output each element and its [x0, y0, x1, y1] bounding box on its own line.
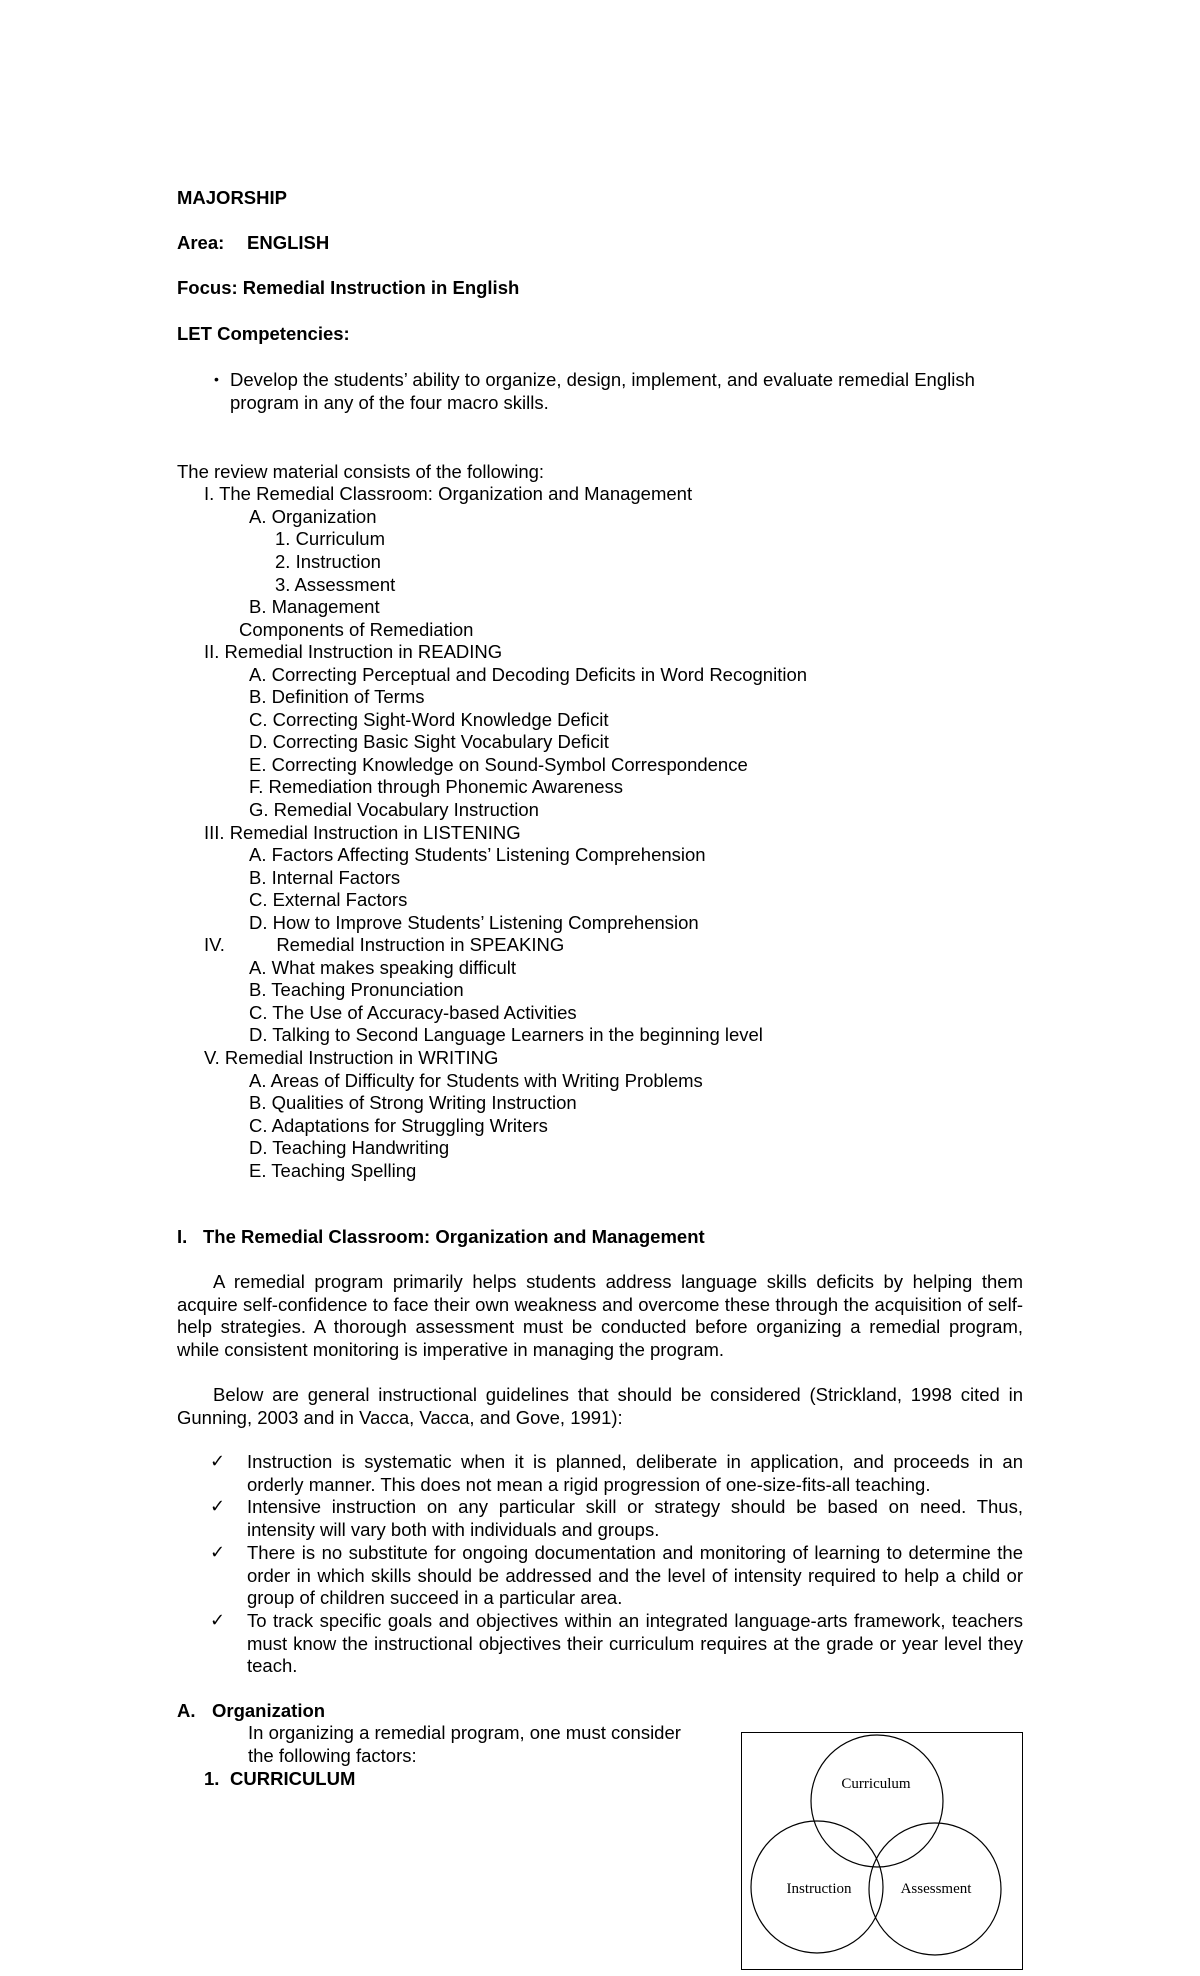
factor-heading: CURRICULUM [230, 1768, 356, 1789]
toc-item: Components of Remediation [239, 619, 474, 640]
section-paragraph-2: Below are general instructional guidelines that should be considered (Strickland, 1998 cited in Gunning, 2003 and in Vacca, Vacca, and Gove, 1991): [177, 1384, 1023, 1428]
guideline-text: Instruction is systematic when it is planned, deliberate in application, and proceeds in an orderly manner. This does not mean a rigid progression of one-size-fits-all teaching. [247, 1451, 1023, 1495]
venn-label-instruction: Instruction [786, 1881, 852, 1897]
toc-item: V. Remedial Instruction in WRITING [204, 1047, 499, 1068]
toc-item: IV. Remedial Instruction in SPEAKING [204, 934, 565, 955]
toc-item: 1. Curriculum [275, 528, 385, 549]
guideline-text: There is no substitute for ongoing documentation and monitoring of learning to determine the order in which skills should be addressed and the level of intensity required to help a child or group of children succeed in a particular area. [247, 1542, 1023, 1609]
toc-item: 3. Assessment [275, 574, 396, 595]
venn-diagram-svg [742, 1733, 1022, 1969]
toc-item: 2. Instruction [275, 551, 381, 572]
organization-intro-line-1: In organizing a remedial program, one must consider [248, 1722, 681, 1743]
toc-item: F. Remediation through Phonemic Awareness [249, 776, 623, 797]
toc-item: G. Remedial Vocabulary Instruction [249, 799, 539, 820]
section-number: I. [177, 1226, 188, 1247]
check-icon: ✓ [210, 1496, 226, 1517]
toc-item: D. Talking to Second Language Learners in the beginning level [249, 1024, 763, 1045]
area-value: ENGLISH [247, 232, 330, 253]
factor-number: 1. [204, 1768, 220, 1789]
area-label: Area: [177, 232, 225, 253]
bullet-icon: • [214, 371, 219, 387]
focus-line: Focus: Remedial Instruction in English [177, 277, 520, 298]
competencies-label: LET Competencies: [177, 323, 350, 344]
competency-line-1: Develop the students’ ability to organize, design, implement, and evaluate remedial English [230, 369, 975, 390]
toc-intro: The review material consists of the following: [177, 461, 545, 482]
toc-item: E. Correcting Knowledge on Sound-Symbol Correspondence [249, 754, 748, 775]
toc-item: II. Remedial Instruction in READING [204, 641, 503, 662]
toc-item: C. Correcting Sight-Word Knowledge Deficit [249, 709, 609, 730]
toc-item: D. Correcting Basic Sight Vocabulary Deficit [249, 731, 609, 752]
organization-intro-line-2: the following factors: [248, 1745, 417, 1766]
toc-item: B. Definition of Terms [249, 686, 425, 707]
toc-item: D. How to Improve Students’ Listening Comprehension [249, 912, 699, 933]
toc-item: A. Organization [249, 506, 377, 527]
toc-item: C. External Factors [249, 889, 408, 910]
check-icon: ✓ [210, 1542, 226, 1563]
venn-diagram [741, 1732, 1023, 1970]
toc-item: E. Teaching Spelling [249, 1160, 417, 1181]
toc-item: I. The Remedial Classroom: Organization and Management [204, 483, 693, 504]
check-icon: ✓ [210, 1610, 226, 1631]
guideline-text: To track specific goals and objectives within an integrated language-arts framework, teachers must know the instructional objectives their curriculum requires at the grade or year level they teach. [247, 1610, 1023, 1677]
section-heading: The Remedial Classroom: Organization and Management [203, 1226, 705, 1247]
toc-item: A. Factors Affecting Students’ Listening Comprehension [249, 844, 706, 865]
toc-item: B. Qualities of Strong Writing Instruction [249, 1092, 577, 1113]
toc-item: A. Correcting Perceptual and Decoding Deficits in Word Recognition [249, 664, 808, 685]
venn-label-curriculum: Curriculum [841, 1776, 911, 1792]
section-paragraph-1: A remedial program primarily helps students address language skills deficits by helping them acquire self-confidence to face their own weakness and overcome these through the acquisition of self-help strategies. A thorough assessment must be conducted before organizing a remedial program, while consistent monitoring is imperative in managing the program. [177, 1271, 1023, 1360]
subsection-letter: A. [177, 1700, 196, 1721]
toc-item: B. Teaching Pronunciation [249, 979, 464, 1000]
toc-item: C. Adaptations for Struggling Writers [249, 1115, 548, 1136]
guideline-text: Intensive instruction on any particular skill or strategy should be based on need. Thus, intensity will vary both with individuals and groups. [247, 1496, 1023, 1540]
toc-item: B. Internal Factors [249, 867, 401, 888]
majorship-label: MAJORSHIP [177, 187, 287, 208]
subsection-heading: Organization [212, 1700, 326, 1721]
toc-item: B. Management [249, 596, 380, 617]
toc-item: A. Areas of Difficulty for Students with Writing Problems [249, 1070, 703, 1091]
toc-item: III. Remedial Instruction in LISTENING [204, 822, 521, 843]
check-icon: ✓ [210, 1451, 226, 1472]
toc-item: D. Teaching Handwriting [249, 1137, 450, 1158]
toc-item: A. What makes speaking difficult [249, 957, 517, 978]
curriculum-circle [811, 1735, 943, 1867]
venn-label-assessment: Assessment [900, 1881, 972, 1897]
competency-line-2: program in any of the four macro skills. [230, 392, 549, 413]
toc-item: C. The Use of Accuracy-based Activities [249, 1002, 577, 1023]
